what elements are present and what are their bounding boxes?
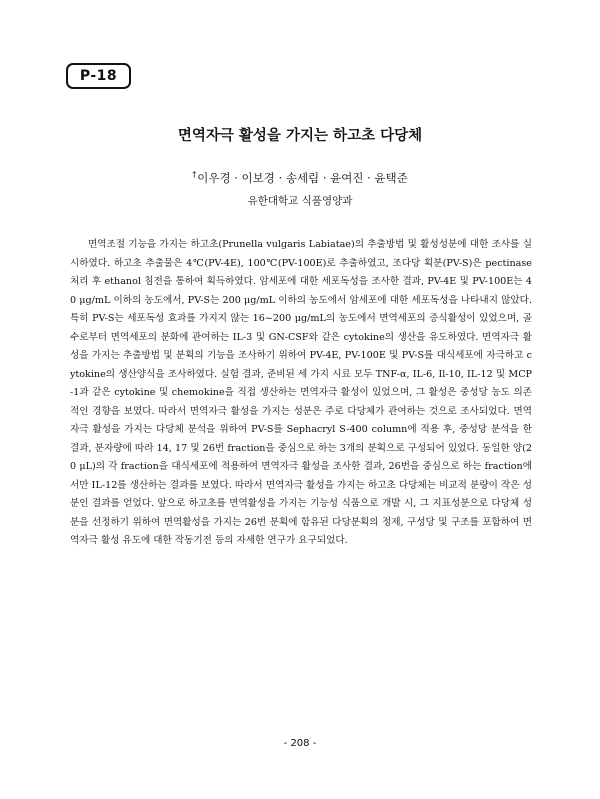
affiliation: 유한대학교 식품영양과: [247, 195, 353, 207]
poster-number-badge: [66, 63, 131, 89]
author-names: 이우경 · 이보경 · 송세림 · 윤여진 · 윤택준: [197, 171, 408, 185]
page-number: - 208 -: [283, 738, 317, 749]
paper-title: 면역자극 활성을 가지는 하고초 다당체: [177, 128, 423, 144]
author-list: [0, 170, 600, 186]
abstract-body: 면역조절 기능을 가지는 하고초(Prunella vulgaris Labiatae)의 추출방법 및 활성성분에 대한 조사를 실시하였다. 하고초 추출물은 4℃(PV-4E), 100℃(PV-100E)로 추출하였고, 조다당 획분(PV-S)은 pectinase 처리 후 ethanol 침전을 통하여 획득하였다. 암세포에 대한 세포독성을 조사한 결과, PV-4E 및 PV-100E는 40 μg/mL 이하의 농도에서, PV-S는 200 μg/mL 이하의 농도에서 암세포에 대한 세포독성을 나타내지 않았다. 특히 PV-S는 세포독성 효과를 가지지 않는 16~200 μg/mL의 농도에서 면역세포의 증식활성이 있었으며, 골수로부터 면역세포의 분화에 관여하는 IL-3 및 GN-CSF와 같은 cytokine의 생산을 유도하였다. 면역자극 활성을 가지는 추출방법 및 분획의 기능을 조사하기 위하여 PV-4E, PV-100E 및 PV-S를 대식세포에 자극하고 cytokine의 생산양식을 조사하였다. 실험 결과, 준비된 세 가지 시료 모두 TNF-α, IL-6, Il-10, IL-12 및 MCP-1과 같은 cytokine 및 chemokine을 직접 생산하는 면역자극 활성이 있었으며, 그 활성은 중성당 농도 의존적인 경향을 보였다. 따라서 면역자극 활성을 가지는 성분은 주로 다당체가 관여하는 것으로 조사되었다. 면역자극 활성을 가지는 다당체 분석을 위하여 PV-S를 Sephacryl S-400 column에 적용 후, 중성당 분석을 한 결과, 분자량에 따라 14, 17 및 26번 fraction을 중심으로 하는 3개의 분획으로 구성되어 있었다. 동일한 양(20 μL)의 각 fraction을 대식세포에 적용하여 면역자극 활성을 조사한 결과, 26번을 중심으로 하는 fraction에서만 IL-12를 생산하는 결과를 보였다. 따라서 면역자극 활성을 가지는 하고초 다당체는 비교적 분량이 작은 성분인 결과를 얻었다. 앞으로 하고초를 면역활성을 가지는 기능성 식품으로 개발 시, 그 지표성분으로 다당체 성분을 선정하기 위하여 면역활성을 가지는 26번 분획에 함유된 다당분획의 정제, 구성당 및 구조를 포함하여 면역자극 활성 유도에 대한 작동기전 등의 자세한 연구가 요구되었다.: [70, 239, 532, 546]
corresponding-author-mark: †: [192, 170, 197, 179]
poster-number: P-18: [79, 68, 118, 84]
